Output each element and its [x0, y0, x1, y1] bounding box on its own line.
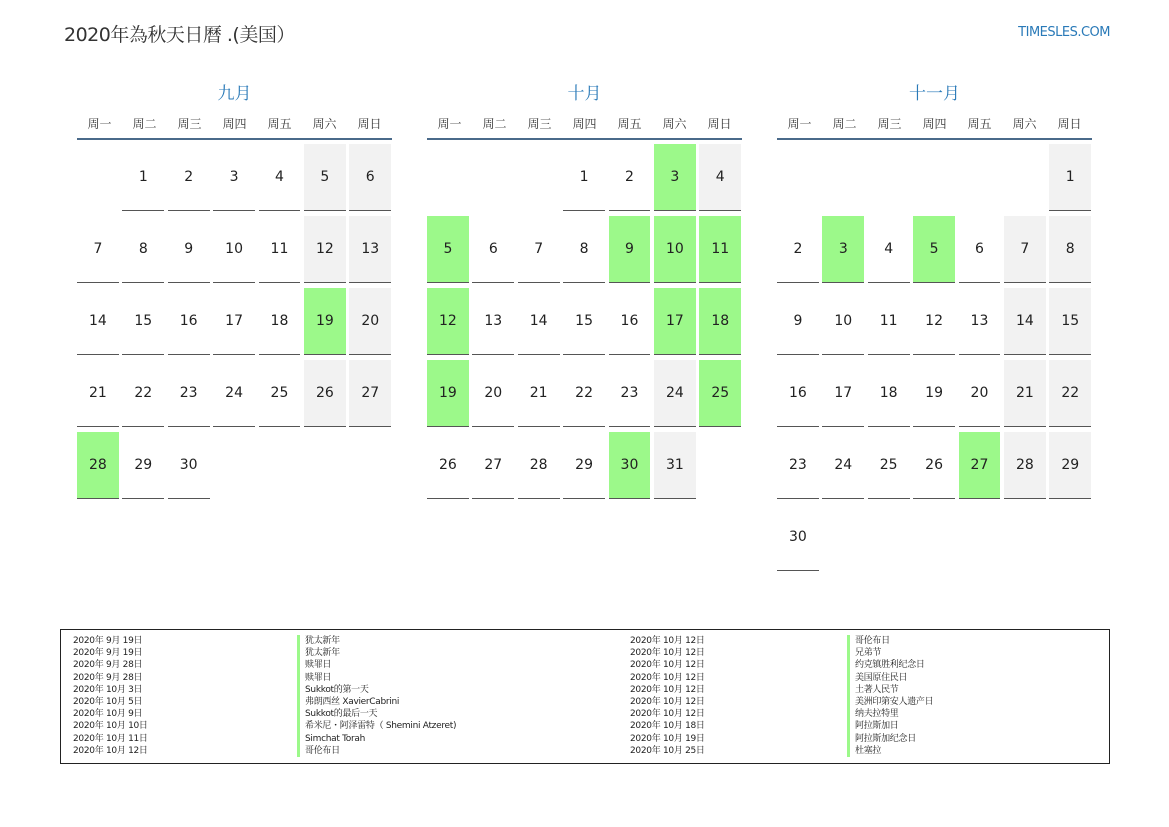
weekday-label: 周五 [967, 117, 992, 131]
day-cell[interactable]: 6 [472, 216, 514, 283]
empty-day-cell [868, 144, 910, 210]
holiday-day-cell[interactable]: 10 [654, 216, 696, 283]
day-cell[interactable]: 1 [122, 144, 164, 211]
weekday-label: 周一 [787, 117, 812, 131]
holiday-name: 土著人民节 [847, 684, 933, 696]
month-title: 十月 [567, 84, 602, 104]
day-cell[interactable]: 13 [959, 288, 1001, 355]
holiday-day-cell[interactable]: 12 [427, 288, 469, 355]
holiday-day-cell[interactable]: 3 [822, 216, 864, 283]
holiday-name: 犹太新年 [297, 647, 456, 659]
weekday-label: 周二 [132, 117, 157, 131]
holiday-date: 2020年 10月 11日 [73, 733, 148, 744]
day-cell[interactable]: 8 [122, 216, 164, 283]
weekday-label: 周日 [357, 117, 382, 131]
day-cell[interactable]: 21 [1004, 360, 1046, 427]
empty-day-cell [472, 144, 514, 210]
weekday-label: 周六 [1012, 117, 1037, 131]
holiday-date: 2020年 10月 9日 [73, 709, 143, 720]
empty-day-cell [213, 432, 255, 498]
day-grid [777, 144, 1092, 571]
day-cell[interactable]: 12 [304, 216, 346, 283]
day-cell[interactable]: 11 [259, 216, 301, 283]
holiday-date: 2020年 10月 10日 [73, 721, 148, 732]
holiday-date: 2020年 10月 25日 [630, 745, 705, 756]
holiday-day-cell[interactable]: 9 [609, 216, 651, 283]
day-cell[interactable]: 22 [122, 360, 164, 427]
day-cell[interactable]: 7 [1004, 216, 1046, 283]
weekday-label: 周五 [617, 117, 642, 131]
holiday-day-cell[interactable]: 19 [427, 360, 469, 427]
day-cell[interactable]: 31 [654, 432, 696, 499]
day-grid [427, 144, 742, 499]
empty-day-cell [959, 144, 1001, 210]
holiday-name: 阿拉斯加日 [847, 720, 933, 732]
day-cell[interactable]: 2 [168, 144, 210, 211]
empty-day-cell [427, 144, 469, 210]
day-cell[interactable]: 22 [563, 360, 605, 427]
holiday-name: Sukkot的第一天 [297, 684, 456, 696]
day-cell[interactable]: 20 [472, 360, 514, 427]
day-cell[interactable]: 10 [213, 216, 255, 283]
empty-day-cell [77, 144, 119, 210]
day-cell[interactable]: 9 [168, 216, 210, 283]
holiday-day-cell[interactable]: 30 [609, 432, 651, 499]
day-cell[interactable]: 20 [959, 360, 1001, 427]
holiday-name: 约克镇胜利纪念日 [847, 659, 933, 671]
month-title: 十一月 [909, 84, 960, 104]
empty-day-cell [304, 432, 346, 498]
empty-day-cell [259, 432, 301, 498]
day-cell[interactable]: 18 [259, 288, 301, 355]
weekday-label: 周四 [222, 117, 247, 131]
holiday-date: 2020年 10月 5日 [73, 696, 143, 707]
day-cell[interactable]: 30 [777, 504, 819, 571]
day-cell[interactable]: 16 [609, 288, 651, 355]
holiday-dates-left [73, 635, 148, 757]
day-cell[interactable]: 12 [913, 288, 955, 355]
day-cell[interactable]: 20 [349, 288, 391, 355]
weekday-label: 周六 [312, 117, 337, 131]
holiday-list [60, 629, 1110, 764]
weekday-header [77, 116, 392, 140]
holiday-name: 赎罪日 [297, 672, 456, 684]
holiday-date: 2020年 10月 12日 [73, 745, 148, 756]
holiday-name: Sukkot的最后一天 [297, 708, 456, 720]
weekday-label: 周日 [1057, 117, 1082, 131]
holiday-name: 纳夫拉特里 [847, 708, 933, 720]
day-cell[interactable]: 14 [518, 288, 560, 355]
day-cell[interactable]: 11 [868, 288, 910, 355]
holiday-date: 2020年 9月 28日 [73, 672, 143, 683]
day-cell[interactable]: 9 [777, 288, 819, 355]
day-cell[interactable]: 15 [563, 288, 605, 355]
day-cell[interactable]: 29 [1049, 432, 1091, 499]
empty-day-cell [959, 504, 1001, 570]
holiday-day-cell[interactable]: 18 [699, 288, 741, 355]
day-cell[interactable]: 23 [168, 360, 210, 427]
day-cell[interactable]: 17 [822, 360, 864, 427]
holiday-dates-right [630, 635, 705, 757]
day-cell[interactable]: 22 [1049, 360, 1091, 427]
day-cell[interactable]: 24 [213, 360, 255, 427]
day-cell[interactable]: 1 [1049, 144, 1091, 211]
day-cell[interactable]: 16 [168, 288, 210, 355]
day-cell[interactable]: 16 [777, 360, 819, 427]
holiday-names-right [847, 635, 933, 757]
day-cell[interactable]: 2 [777, 216, 819, 283]
day-cell[interactable]: 26 [304, 360, 346, 427]
day-cell[interactable]: 25 [259, 360, 301, 427]
empty-day-cell [822, 144, 864, 210]
holiday-name: 阿拉斯加纪念日 [847, 733, 933, 745]
day-cell[interactable]: 29 [563, 432, 605, 499]
holiday-day-cell[interactable]: 28 [77, 432, 119, 499]
holiday-date: 2020年 10月 3日 [73, 684, 143, 695]
holiday-date: 2020年 10月 12日 [630, 648, 705, 659]
holiday-date: 2020年 9月 28日 [73, 660, 143, 671]
day-cell[interactable]: 21 [77, 360, 119, 427]
weekday-label: 周二 [482, 117, 507, 131]
holiday-name: 兄弟节 [847, 647, 933, 659]
holiday-day-cell[interactable]: 11 [699, 216, 741, 283]
holiday-day-cell[interactable]: 5 [913, 216, 955, 283]
holiday-names-left [297, 635, 456, 757]
weekday-header [777, 116, 1092, 140]
holiday-name: Simchat Torah [297, 733, 456, 745]
holiday-name: 美国原住民日 [847, 672, 933, 684]
weekday-label: 周一 [87, 117, 112, 131]
day-cell[interactable]: 14 [77, 288, 119, 355]
holiday-date: 2020年 10月 12日 [630, 660, 705, 671]
empty-day-cell [699, 432, 741, 498]
day-cell[interactable]: 8 [1049, 216, 1091, 283]
day-cell[interactable]: 3 [213, 144, 255, 211]
day-cell[interactable]: 24 [822, 432, 864, 499]
day-cell[interactable]: 26 [913, 432, 955, 499]
empty-day-cell [1004, 504, 1046, 570]
day-cell[interactable]: 24 [654, 360, 696, 427]
holiday-name: 希米尼・阿泽雷特（ Shemini Atzeret) [297, 720, 456, 732]
day-cell[interactable]: 4 [868, 216, 910, 283]
day-cell[interactable]: 4 [699, 144, 741, 211]
empty-day-cell [822, 504, 864, 570]
holiday-date: 2020年 10月 12日 [630, 636, 705, 646]
empty-day-cell [913, 144, 955, 210]
empty-day-cell [1004, 144, 1046, 210]
day-cell[interactable]: 8 [563, 216, 605, 283]
day-cell[interactable]: 14 [1004, 288, 1046, 355]
day-cell[interactable]: 23 [777, 432, 819, 499]
weekday-label: 周五 [267, 117, 292, 131]
day-cell[interactable]: 1 [563, 144, 605, 211]
day-cell[interactable]: 7 [77, 216, 119, 283]
day-cell[interactable]: 19 [913, 360, 955, 427]
weekday-label: 周日 [707, 117, 732, 131]
month-november [777, 82, 1092, 571]
weekday-label: 周二 [832, 117, 857, 131]
day-cell[interactable]: 4 [259, 144, 301, 211]
day-cell[interactable]: 17 [213, 288, 255, 355]
holiday-name: 杜塞拉 [847, 745, 933, 757]
weekday-label: 周一 [437, 117, 462, 131]
holiday-date: 2020年 10月 12日 [630, 709, 705, 720]
brand-link[interactable]: TIMESLES.COM [1018, 25, 1110, 40]
empty-day-cell [777, 144, 819, 210]
month-october [427, 82, 742, 499]
holiday-day-cell[interactable]: 19 [304, 288, 346, 355]
day-cell[interactable]: 28 [518, 432, 560, 499]
empty-day-cell [349, 432, 391, 498]
weekday-label: 周三 [877, 117, 902, 131]
holiday-date: 2020年 9月 19日 [73, 648, 143, 659]
holiday-date: 2020年 10月 12日 [630, 684, 705, 695]
empty-day-cell [913, 504, 955, 570]
day-cell[interactable]: 6 [959, 216, 1001, 283]
holiday-date: 2020年 10月 19日 [630, 733, 705, 744]
holiday-date: 2020年 10月 12日 [630, 672, 705, 683]
day-cell[interactable]: 5 [304, 144, 346, 211]
weekday-header [427, 116, 742, 140]
day-cell[interactable]: 25 [868, 432, 910, 499]
holiday-name: 赎罪日 [297, 659, 456, 671]
holiday-date: 2020年 10月 18日 [630, 721, 705, 732]
day-cell[interactable]: 28 [1004, 432, 1046, 499]
page-title: 2020年為秋天日曆 .(美国） [64, 24, 295, 46]
day-cell[interactable]: 30 [168, 432, 210, 499]
weekday-label: 周六 [662, 117, 687, 131]
month-title: 九月 [217, 84, 252, 104]
empty-day-cell [518, 144, 560, 210]
day-cell[interactable]: 13 [472, 288, 514, 355]
holiday-name: 哥伦布日 [847, 635, 933, 647]
day-grid [77, 144, 392, 499]
day-cell[interactable]: 26 [427, 432, 469, 499]
holiday-name: 美洲印第安人遗产日 [847, 696, 933, 708]
empty-day-cell [868, 504, 910, 570]
holiday-day-cell[interactable]: 25 [699, 360, 741, 427]
day-cell[interactable]: 15 [122, 288, 164, 355]
holiday-date: 2020年 9月 19日 [73, 636, 143, 646]
day-cell[interactable]: 29 [122, 432, 164, 499]
day-cell[interactable]: 6 [349, 144, 391, 211]
day-cell[interactable]: 27 [472, 432, 514, 499]
day-cell[interactable]: 2 [609, 144, 651, 211]
holiday-day-cell[interactable]: 5 [427, 216, 469, 283]
day-cell[interactable]: 27 [349, 360, 391, 427]
holiday-name: 犹太新年 [297, 635, 456, 647]
day-cell[interactable]: 10 [822, 288, 864, 355]
day-cell[interactable]: 18 [868, 360, 910, 427]
holiday-day-cell[interactable]: 3 [654, 144, 696, 211]
weekday-label: 周四 [922, 117, 947, 131]
day-cell[interactable]: 13 [349, 216, 391, 283]
month-september [77, 82, 392, 499]
weekday-label: 周三 [177, 117, 202, 131]
day-cell[interactable]: 7 [518, 216, 560, 283]
day-cell[interactable]: 15 [1049, 288, 1091, 355]
day-cell[interactable]: 23 [609, 360, 651, 427]
empty-day-cell [1049, 504, 1091, 570]
weekday-label: 周三 [527, 117, 552, 131]
day-cell[interactable]: 21 [518, 360, 560, 427]
holiday-date: 2020年 10月 12日 [630, 696, 705, 707]
holiday-name: 哥伦布日 [297, 745, 456, 757]
holiday-day-cell[interactable]: 17 [654, 288, 696, 355]
holiday-day-cell[interactable]: 27 [959, 432, 1001, 499]
holiday-name: 弗朗西丝 XavierCabrini [297, 696, 456, 708]
weekday-label: 周四 [572, 117, 597, 131]
